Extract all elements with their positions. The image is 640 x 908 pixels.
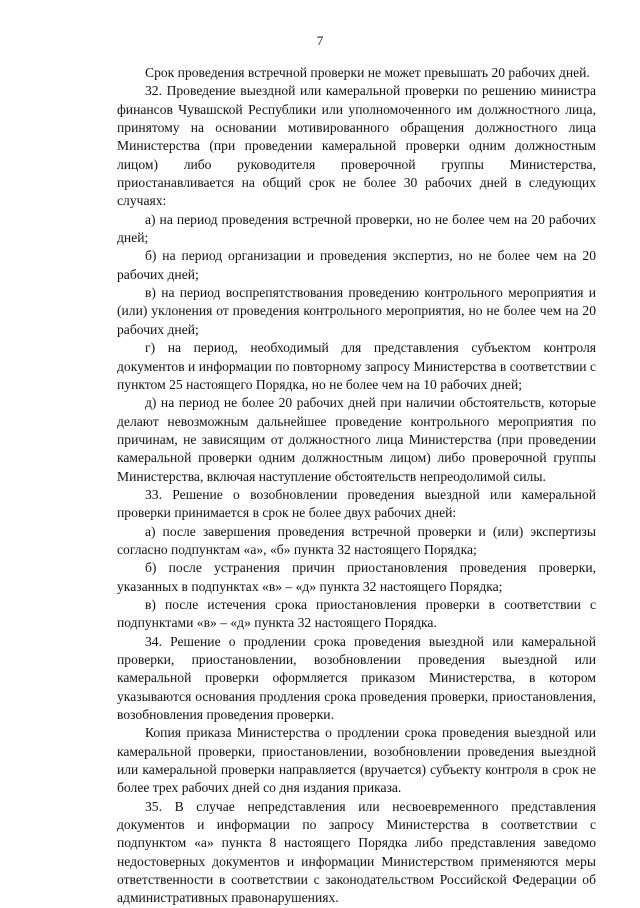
paragraph-34-copy: Копия приказа Министерства о продлении срока проведения выездной или камеральной проверки, приостановлении, возобновлении проведения выездной или камеральной проверки направляется (вручается) субъекту контроля в срок не более трех рабочих дней со дня издания приказа. [117,725,596,796]
paragraph-33-b: б) после устранения причин приостановления проведения проверки, указанных в подпунктах «в» – «д» пункта 32 настоящего Порядка; [117,560,596,594]
paragraph-32-b: б) на период организации и проведения экспертиз, но не более чем на 20 рабочих дней; [117,248,596,282]
paragraph-32-g: г) на период, необходимый для представления субъектом контроля документов и информации по повторному запросу Министерства в соответствии с пунктом 25 настоящего Порядка, но не более чем на 10 рабочих дней; [117,340,596,392]
paragraph-32-d: д) на период не более 20 рабочих дней при наличии обстоятельств, которые делают невозможным дальнейшее проведение контрольного мероприятия по причинам, не зависящим от должностного лица Министерства (при проведении камеральной проверки одним должностным лицом) либо проверочной группы Министерства, включая наступление обстоятельств непреодолимой силы. [117,395,596,484]
page-number: 7 [316,33,324,48]
paragraph-deadline-counter-check: Срок проведения встречной проверки не может превышать 20 рабочих дней. [145,65,590,80]
paragraph-32: 32. Проведение выездной или камеральной проверки по решению министра финансов Чувашской Республики или уполномоченного им должностного лица, принятому на основании мотивированного обращения должностного лица Министерства (при проведении камеральной проверки одним должностным лицом) либо руководителя проверочной группы Министерства, приостанавливается на общий срок не более 30 рабочих дней в следующих случаях: [117,83,596,209]
paragraph-33-v: в) после истечения срока приостановления проверки в соответствии с подпунктами «в» – «д» пункта 32 настоящего Порядка. [117,596,596,631]
paragraph-32-v: в) на период воспрепятствования проведению контрольного мероприятия и (или) уклонения от проведения контрольного мероприятия, но не более чем на 20 рабочих дней; [117,285,596,337]
paragraph-35: 35. В случае непредставления или несвоевременного представления документов и информации по запросу Министерства в соответствии с подпунктом «а» пункта 8 настоящего Порядка либо представления заведомо недостоверных документов и информации Министерством применяются меры ответственности в соответствии с законодательством Российской Федерации об административных правонарушениях. [117,798,596,906]
document-body [117,64,596,908]
paragraph-33: 33. Решение о возобновлении проведения выездной или камеральной проверки принимается в срок не более двух рабочих дней: [117,486,596,521]
paragraph-34: 34. Решение о продлении срока проведения выездной или камеральной проверки, приостановлении, возобновлении проведения выездной или камеральной проверки оформляется приказом Министерства, в котором указываются основания продления срока проведения проверки, приостановления, возобновления проведения проверки. [117,633,596,723]
paragraph-33-a: а) после завершения проведения встречной проверки и (или) экспертизы согласно подпунктам «а», «б» пункта 32 настоящего Порядка; [117,523,596,557]
paragraph-32-a: а) на период проведения встречной проверки, но не более чем на 20 рабочих дней; [117,211,596,246]
